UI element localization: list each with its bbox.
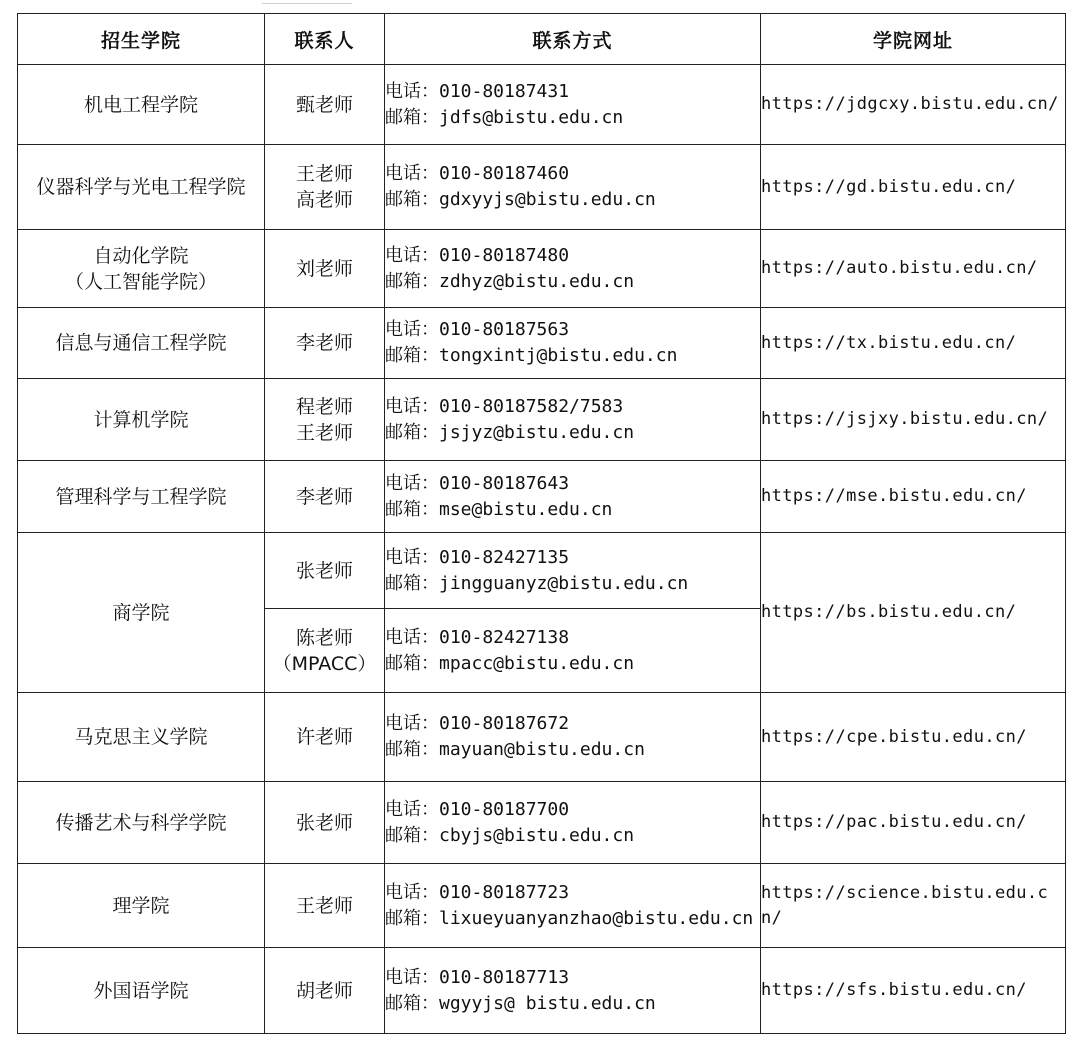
phone-number: 010-82427138 (439, 626, 570, 648)
phone-label: 电话： (385, 546, 439, 568)
email-line (385, 343, 760, 369)
phone-label: 电话： (385, 395, 439, 417)
contact-method-cell (385, 864, 761, 948)
email-line (385, 497, 760, 523)
contact-person-name: 王老师 (295, 163, 353, 185)
college-name: 传播艺术与科学学院 (55, 811, 227, 834)
email-label: 邮箱： (385, 992, 439, 1014)
table-row (18, 379, 1066, 461)
website-url: https://cpe.bistu.edu.cn/ (761, 726, 1027, 747)
phone-line (385, 79, 760, 105)
website-cell (761, 308, 1066, 379)
college-name: 商学院 (112, 601, 170, 624)
website-url: https://mse.bistu.edu.cn/ (761, 486, 1027, 506)
phone-line (385, 471, 760, 497)
email-address: jsjyz@bistu.edu.cn (439, 421, 635, 443)
college-name: （人工智能学院） (64, 270, 217, 293)
college-cell (18, 461, 265, 533)
header-row (18, 14, 1066, 65)
website-url: https://sfs.bistu.edu.cn/ (761, 980, 1027, 1000)
email-address: mpacc@bistu.edu.cn (439, 652, 635, 674)
phone-line (385, 711, 760, 737)
college-name: 信息与通信工程学院 (55, 332, 227, 354)
contact-method-cell (385, 948, 761, 1034)
phone-number: 010-80187672 (439, 713, 570, 734)
college-cell (18, 533, 265, 693)
college-name: 机电工程学院 (83, 93, 198, 116)
phone-line (385, 243, 760, 269)
contact-method-cell (385, 230, 761, 308)
email-label: 邮箱： (385, 824, 439, 846)
email-line (385, 420, 760, 446)
phone-label: 电话： (385, 881, 439, 903)
phone-line (385, 797, 760, 823)
contact-method-cell (385, 379, 761, 461)
college-cell (18, 65, 265, 145)
contact-person-name: 张老师 (295, 811, 353, 834)
email-label: 邮箱： (385, 652, 439, 674)
website-cell (761, 65, 1066, 145)
contact-person-name: 甄老师 (295, 93, 353, 116)
email-line (385, 991, 760, 1017)
email-address: jdfs@bistu.edu.cn (439, 106, 624, 128)
email-line (385, 651, 760, 677)
phone-label: 电话： (385, 798, 439, 820)
contact-method-cell (385, 693, 761, 782)
website-cell (761, 693, 1066, 782)
college-cell (18, 864, 265, 948)
website-url: https://gd.bistu.edu.cn/ (761, 176, 1017, 197)
contact-person-name: （MPACC） (272, 652, 377, 675)
contact-person-cell (265, 609, 385, 693)
phone-label: 电话： (385, 319, 439, 340)
phone-label: 电话： (385, 966, 439, 988)
email-label: 邮箱： (385, 498, 439, 520)
email-address: cbyjs@bistu.edu.cn (439, 824, 635, 846)
email-line (385, 823, 760, 849)
phone-label: 电话： (385, 626, 439, 648)
contact-person-name: 程老师 (295, 395, 353, 418)
table-row (18, 308, 1066, 379)
email-line (385, 571, 760, 597)
phone-label: 电话： (385, 80, 439, 102)
contact-method-cell (385, 145, 761, 230)
email-address: jingguanyz@bistu.edu.cn (439, 572, 689, 594)
college-name: 管理科学与工程学院 (55, 485, 227, 508)
phone-number: 010-80187431 (439, 80, 570, 102)
contact-person-name: 王老师 (295, 421, 353, 444)
phone-line (385, 161, 760, 187)
table-row (18, 693, 1066, 782)
header-contact-method: 联系方式 (385, 14, 761, 65)
website-cell (761, 145, 1066, 230)
phone-line (385, 625, 760, 651)
contact-person-cell (265, 693, 385, 782)
college-cell (18, 379, 265, 461)
contact-person-name: 陈老师 (295, 626, 353, 649)
website-cell (761, 230, 1066, 308)
contact-person-cell (265, 230, 385, 308)
website-url: https://pac.bistu.edu.cn/ (761, 812, 1027, 832)
website-url: https://jdgcxy.bistu.edu.cn/ (761, 94, 1059, 114)
email-label: 邮箱： (385, 739, 439, 760)
header-website: 学院网址 (761, 14, 1066, 65)
phone-line (385, 965, 760, 991)
phone-number: 010-80187713 (439, 966, 570, 988)
website-url: https://jsjxy.bistu.edu.cn/ (761, 409, 1049, 429)
contact-person-cell (265, 461, 385, 533)
college-cell (18, 693, 265, 782)
admissions-contact-table (17, 13, 1066, 1034)
college-cell (18, 145, 265, 230)
contact-person-name: 李老师 (295, 332, 353, 354)
phone-label: 电话： (385, 163, 439, 184)
college-name: 理学院 (112, 894, 170, 917)
contact-person-cell (265, 782, 385, 864)
contact-person-name: 王老师 (295, 894, 353, 917)
website-cell (761, 864, 1066, 948)
phone-number: 010-80187700 (439, 798, 570, 820)
contact-method-cell (385, 782, 761, 864)
contact-person-cell (265, 308, 385, 379)
email-line (385, 269, 760, 295)
email-label: 邮箱： (385, 421, 439, 443)
college-cell (18, 948, 265, 1034)
college-cell (18, 308, 265, 379)
website-url: https://tx.bistu.edu.cn/ (761, 332, 1017, 353)
header-college: 招生学院 (18, 14, 265, 65)
contact-person-cell (265, 533, 385, 609)
contact-person-cell (265, 379, 385, 461)
email-label: 邮箱： (385, 106, 439, 128)
email-address: tongxintj@bistu.edu.cn (439, 345, 678, 366)
table-row (18, 461, 1066, 533)
email-address: zdhyz@bistu.edu.cn (439, 270, 635, 292)
contact-person-cell (265, 65, 385, 145)
contact-method-cell (385, 461, 761, 533)
contact-person-name: 李老师 (295, 485, 353, 508)
website-url: https://bs.bistu.edu.cn/ (761, 602, 1017, 622)
contact-method-cell (385, 65, 761, 145)
email-address: mayuan@bistu.edu.cn (439, 739, 645, 760)
email-line (385, 187, 760, 213)
phone-line (385, 880, 760, 906)
contact-person-name: 高老师 (295, 189, 353, 211)
email-label: 邮箱： (385, 907, 439, 929)
contact-person-name: 胡老师 (295, 979, 353, 1002)
contact-person-name: 张老师 (295, 559, 353, 582)
top-edge-fragment (262, 0, 352, 4)
email-label: 邮箱： (385, 270, 439, 292)
phone-line (385, 317, 760, 343)
email-address: lixueyuanyanzhao@bistu.edu.cn (439, 907, 754, 929)
website-url: https://auto.bistu.edu.cn/ (761, 258, 1038, 278)
phone-number: 010-80187582/7583 (439, 395, 624, 417)
college-name: 马克思主义学院 (74, 726, 208, 748)
phone-line (385, 394, 760, 420)
college-cell (18, 230, 265, 308)
contact-method-cell (385, 533, 761, 609)
table-row (18, 65, 1066, 145)
college-name: 外国语学院 (93, 979, 189, 1002)
contact-person-cell (265, 145, 385, 230)
phone-number: 010-80187480 (439, 244, 570, 266)
contact-method-cell (385, 609, 761, 693)
phone-number: 010-80187563 (439, 319, 570, 340)
website-cell (761, 379, 1066, 461)
college-cell (18, 782, 265, 864)
table-row (18, 230, 1066, 308)
email-address: gdxyyjs@bistu.edu.cn (439, 189, 656, 210)
contact-person-name: 许老师 (295, 726, 353, 748)
table-row (18, 782, 1066, 864)
website-cell (761, 948, 1066, 1034)
college-name: 仪器科学与光电工程学院 (36, 176, 246, 198)
website-cell (761, 782, 1066, 864)
email-label: 邮箱： (385, 189, 439, 210)
email-line (385, 105, 760, 131)
table-row (18, 948, 1066, 1034)
phone-number: 010-80187643 (439, 472, 570, 494)
table-row (18, 864, 1066, 948)
contact-person-name: 刘老师 (295, 257, 353, 280)
table-row (18, 533, 1066, 609)
contact-person-cell (265, 864, 385, 948)
email-address: wgyyjs@ bistu.edu.cn (439, 992, 656, 1014)
contact-person-cell (265, 948, 385, 1034)
phone-label: 电话： (385, 472, 439, 494)
contact-method-cell (385, 308, 761, 379)
email-label: 邮箱： (385, 345, 439, 366)
college-name: 自动化学院 (93, 244, 189, 267)
phone-number: 010-82427135 (439, 546, 570, 568)
phone-line (385, 545, 760, 571)
email-address: mse@bistu.edu.cn (439, 498, 613, 520)
college-name: 计算机学院 (93, 408, 189, 431)
email-line (385, 906, 760, 932)
phone-label: 电话： (385, 244, 439, 266)
website-cell (761, 533, 1066, 693)
email-label: 邮箱： (385, 572, 439, 594)
header-contact-person: 联系人 (265, 14, 385, 65)
email-line (385, 737, 760, 763)
table-row (18, 145, 1066, 230)
phone-number: 010-80187723 (439, 881, 570, 903)
phone-number: 010-80187460 (439, 163, 570, 184)
phone-label: 电话： (385, 713, 439, 734)
website-url: https://science.bistu.edu.cn/ (761, 882, 1049, 928)
website-cell (761, 461, 1066, 533)
